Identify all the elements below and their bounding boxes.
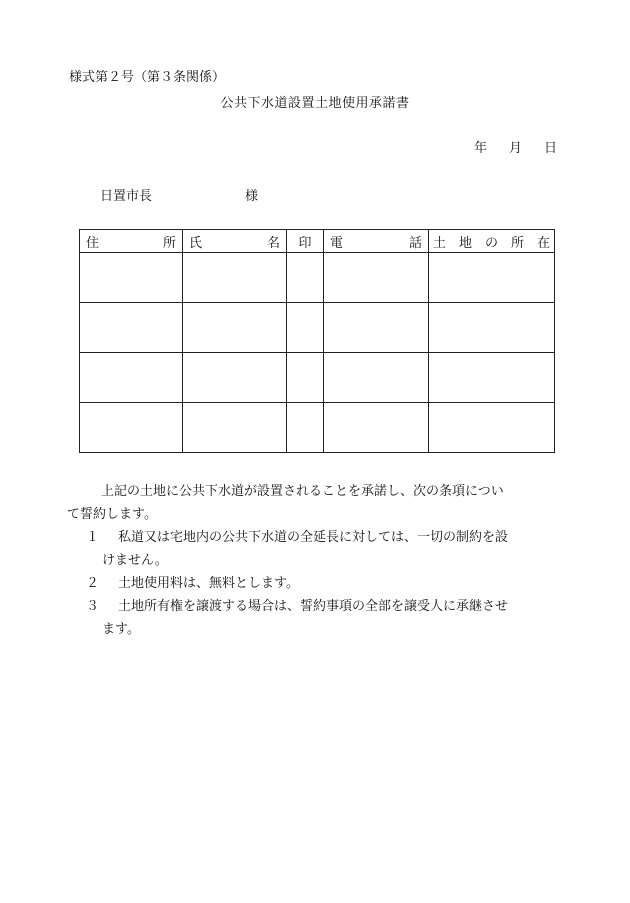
date-year-label: 年 [474,141,488,156]
cell-address[interactable] [80,403,183,453]
header-name: 氏 名 [183,230,287,253]
date-day-label: 日 [544,141,558,156]
header-phone: 電 話 [324,230,429,253]
clause-number: ３ [86,599,100,614]
table-row [80,353,555,403]
table-row [80,403,555,453]
date-month-label: 月 [509,141,523,156]
cell-address[interactable] [80,303,183,353]
cell-name[interactable] [183,353,287,403]
clause-2 [84,572,560,595]
header-land-location: 土 地 の 所 在 [429,230,555,253]
cell-land-location[interactable] [429,403,555,453]
cell-phone[interactable] [324,353,429,403]
cell-seal[interactable] [287,303,324,353]
clause-number: １ [86,530,100,545]
clause-text: 土地所有権を譲渡する場合は、誓約事項の全部を譲受人に承継させ [118,599,509,614]
table-header-row [80,230,555,253]
form-number: 様式第２号（第３条関係） [69,70,226,85]
cell-seal[interactable] [287,253,324,303]
clause-3 [84,595,560,641]
cell-phone[interactable] [324,403,429,453]
document-title: 公共下水道設置土地使用承諾書 [220,96,410,111]
addressee-honorific: 様 [245,189,259,204]
cell-seal[interactable] [287,353,324,403]
header-address: 住 所 [80,230,183,253]
clause-text-continued: ます。 [102,622,140,637]
cell-address[interactable] [80,353,183,403]
consent-intro: 上記の土地に公共下水道が設置されることを承諾し、次の条項につい て誓約します。 [67,484,504,522]
clause-1 [84,526,560,572]
clause-number: ２ [86,576,100,591]
table-row [80,253,555,303]
clause-text-continued: けません。 [102,553,168,568]
table-row [80,303,555,353]
header-seal: 印 [287,230,324,253]
landowner-table [79,229,555,453]
clause-text: 土地使用料は、無料とします。 [118,576,299,591]
date-line [474,137,557,156]
cell-name[interactable] [183,303,287,353]
cell-address[interactable] [80,253,183,303]
cell-land-location[interactable] [429,303,555,353]
addressee [100,185,258,204]
clause-text: 私道又は宅地内の公共下水道の全延長に対しては、一切の制約を設 [118,530,509,545]
cell-land-location[interactable] [429,353,555,403]
cell-land-location[interactable] [429,253,555,303]
cell-name[interactable] [183,253,287,303]
cell-phone[interactable] [324,253,429,303]
addressee-name: 日置市長 [100,189,153,204]
consent-body [67,480,560,641]
cell-phone[interactable] [324,303,429,353]
cell-seal[interactable] [287,403,324,453]
cell-name[interactable] [183,403,287,453]
